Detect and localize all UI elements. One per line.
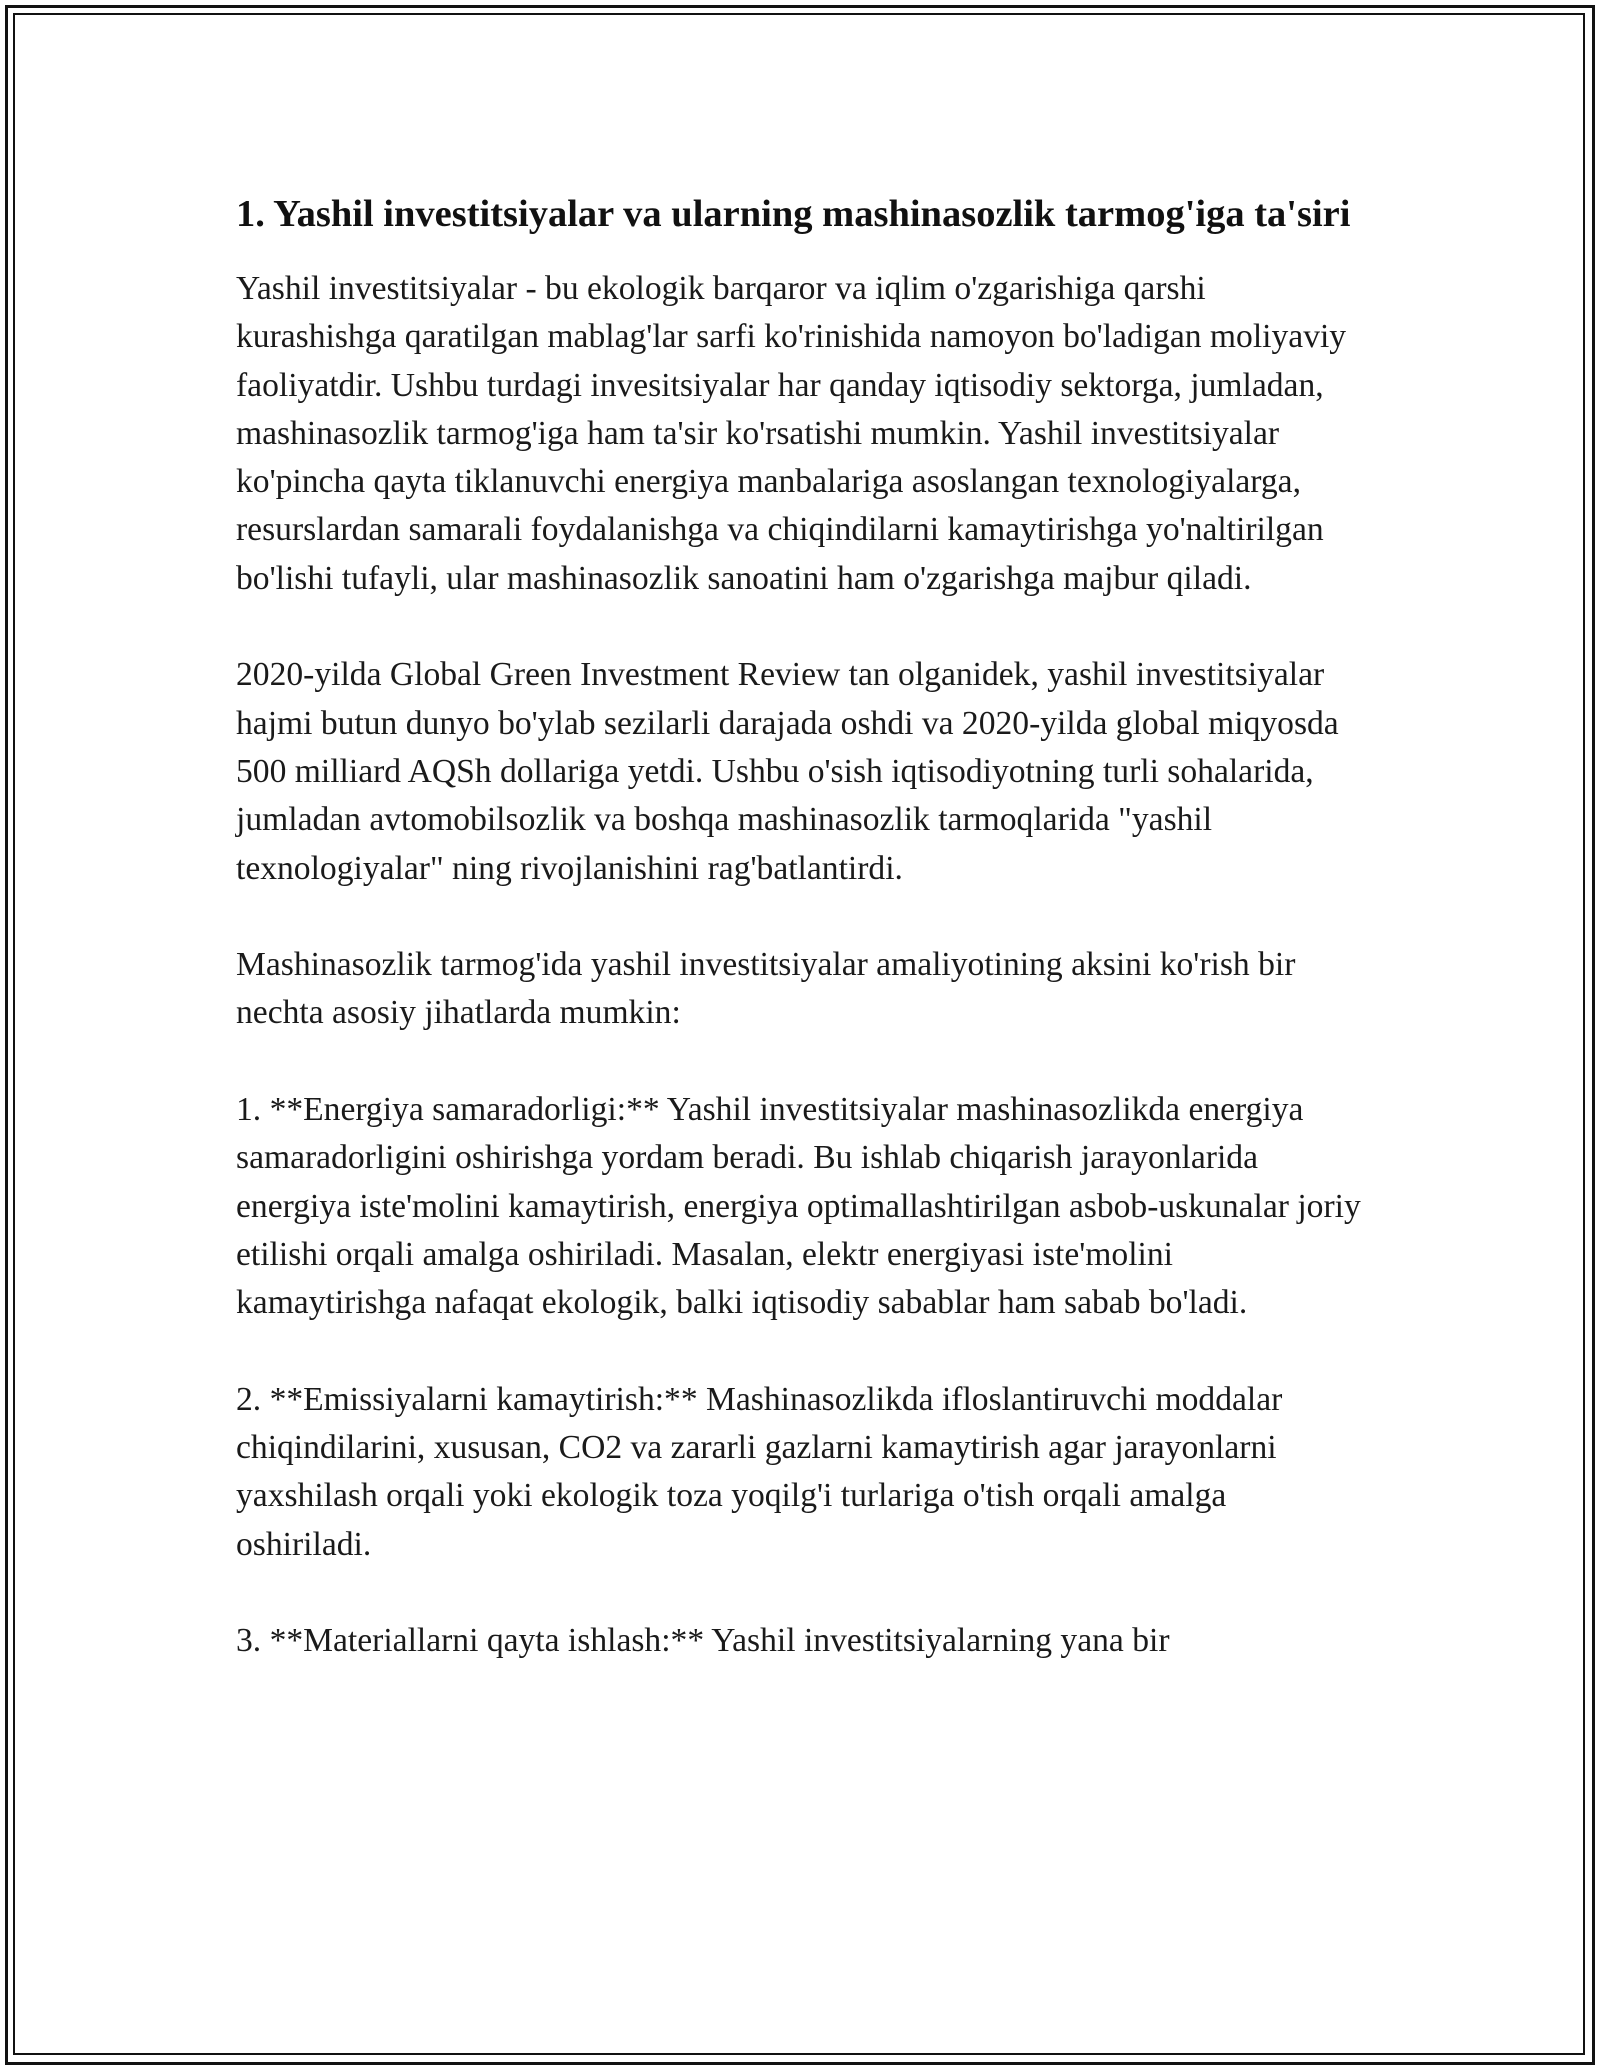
list-item-energy-efficiency: 1. **Energiya samaradorligi:** Yashil investitsiyalar mashinasozlikda energiya samaradorligini oshirishga yordam beradi. Bu ishlab chiqarish jarayonlarida energiya iste'molini kamaytirish, energiya optimallashtirilgan asbob-uskunalar joriy etilishi orqali amalga oshiriladi. Masalan, elektr energiyasi iste'molini kamaytirishga nafaqat ekologik, balki iqtisodiy sabablar ham sabab bo'ladi. xyxy=(236,1091,1361,1322)
paragraph-investment-growth: 2020-yilda Global Green Investment Review tan olganidek, yashil investitsiyalar hajmi butun dunyo bo'ylab sezilarli darajada oshdi va 2020-yilda global miqyosda 500 milliard AQSh dollariga yetdi. Ushbu o'sish iqtisodiyotning turli sohalarida, jumladan avtomobilsozlik va boshqa mashinasozlik tarmoqlarida "yashil texnologiyalar" ning rivojlanishini rag'batlantirdi. xyxy=(236,656,1339,887)
paragraph-spacer xyxy=(236,1038,1364,1086)
document-body xyxy=(236,186,1364,1666)
list-item-material-recycling: 3. **Materiallarni qayta ishlash:** Yashil investitsiyalarning yana bir xyxy=(236,1622,1170,1660)
paragraph-spacer xyxy=(236,1328,1364,1376)
paragraph-spacer xyxy=(236,603,1364,651)
paragraph-spacer xyxy=(236,1569,1364,1617)
section-heading: 1. Yashil investitsiyalar va ularning mashinasozlik tarmog'iga ta'siri xyxy=(236,193,1351,235)
paragraph-aspects-intro: Mashinasozlik tarmog'ida yashil investitsiyalar amaliyotining aksini ko'rish bir nechta asosiy jihatlarda mumkin: xyxy=(236,946,1296,1032)
list-item-emission-reduction: 2. **Emissiyalarni kamaytirish:** Mashinasozlikda ifloslantiruvchi moddalar chiqindilarini, xususan, CO2 va zararli gazlarni kamaytirish agar jarayonlarni yaxshilash orqali yoki ekologik toza yoqilg'i turlariga o'tish orqali amalga oshiriladi. xyxy=(236,1380,1283,1563)
paragraph-intro: Yashil investitsiyalar - bu ekologik barqaror va iqlim o'zgarishiga qarshi kurashishga qaratilgan mablag'lar sarfi ko'rinishida namoyon bo'ladigan moliyaviy faoliyatdir. Ushbu turdagi invesitsiyalar har qanday iqtisodiy sektorga, jumladan, mashinasozlik tarmog'iga ham ta'sir ko'rsatishi mumkin. Yashil investitsiyalar ko'pincha qayta tiklanuvchi energiya manbalariga asoslangan texnologiyalarga, resurslardan samarali foydalanishga va chiqindilarni kamaytirishga yo'naltirilgan bo'lishi tufayli, ular mashinasozlik sanoatini ham o'zgarishga majbur qiladi. xyxy=(236,270,1347,597)
paragraph-spacer xyxy=(236,893,1364,941)
